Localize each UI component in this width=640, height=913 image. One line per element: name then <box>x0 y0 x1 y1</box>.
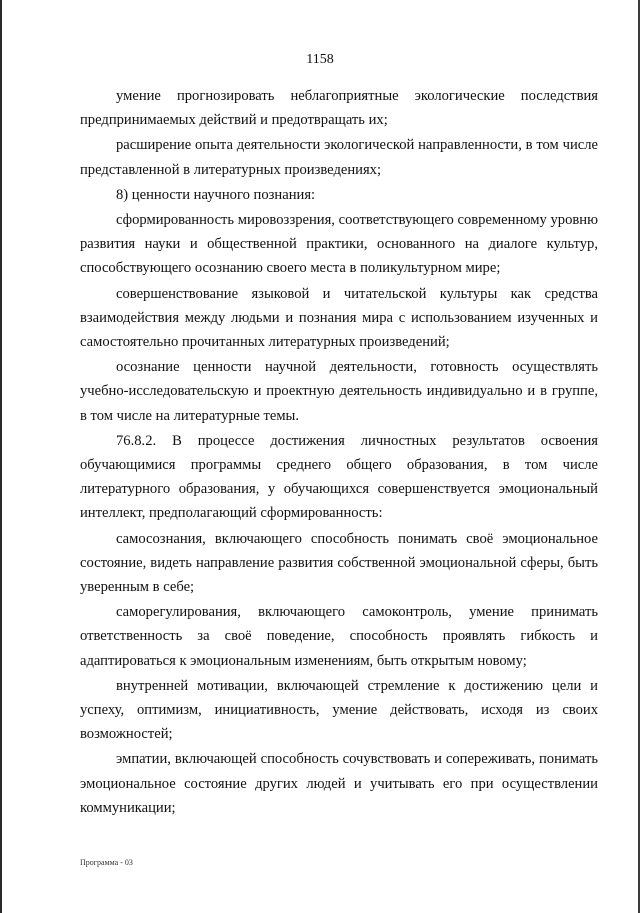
paragraph: совершенствование языковой и читательской культуры как средства взаимодействия между людьми и познания мира с использованием изученных и самостоятельно прочитанных литературных произведений; <box>80 285 598 351</box>
paragraph: осознание ценности научной деятельности, готовность осуществлять учебно-исследовательскую и проектную деятельность индивидуально и в группе, в том числе на литературные темы. <box>80 359 598 424</box>
paragraph: умение прогнозировать неблагоприятные экологические последствия предпринимаемых действий и предотвращать их; <box>80 88 598 129</box>
scan-edge-left <box>0 0 2 913</box>
body-text <box>80 84 598 821</box>
paragraph: саморегулирования, включающего самоконтроль, умение принимать ответственность за своё поведение, способность проявлять гибкость и адаптироваться к эмоциональным изменениям, быть открытым новому; <box>80 604 598 669</box>
paragraph: сформированность мировоззрения, соответствующего современному уровню развития науки и общественной практики, основанного на диалоге культур, способствующего осознанию своего места в поликультурном мире; <box>80 212 598 277</box>
paragraph: внутренней мотивации, включающей стремление к достижению цели и успеху, оптимизм, инициативность, умение действовать, исходя из своих возможностей; <box>80 677 598 743</box>
paragraph: эмпатии, включающей способность сочувствовать и сопереживать, понимать эмоциональное состояние других людей и учитывать его при осуществлении коммуникации; <box>80 751 598 816</box>
page-number: 1158 <box>306 52 334 67</box>
paragraph: самосознания, включающего способность понимать своё эмоциональное состояние, видеть направление развития собственной эмоциональной сферы, быть уверенным в себе; <box>80 530 598 596</box>
paragraph: 8) ценности научного познания: <box>116 186 316 203</box>
footer-label: Программа - 03 <box>80 858 133 867</box>
paragraph: 76.8.2. В процессе достижения личностных результатов освоения обучающимися программы среднего общего образования, в том числе литературного образования, у обучающихся совершенствуется эмоциональный интеллект, предполагающий сформированность: <box>80 432 598 522</box>
paragraph: расширение опыта деятельности экологической направленности, в том числе представленной в литературных произведениях; <box>80 137 598 178</box>
